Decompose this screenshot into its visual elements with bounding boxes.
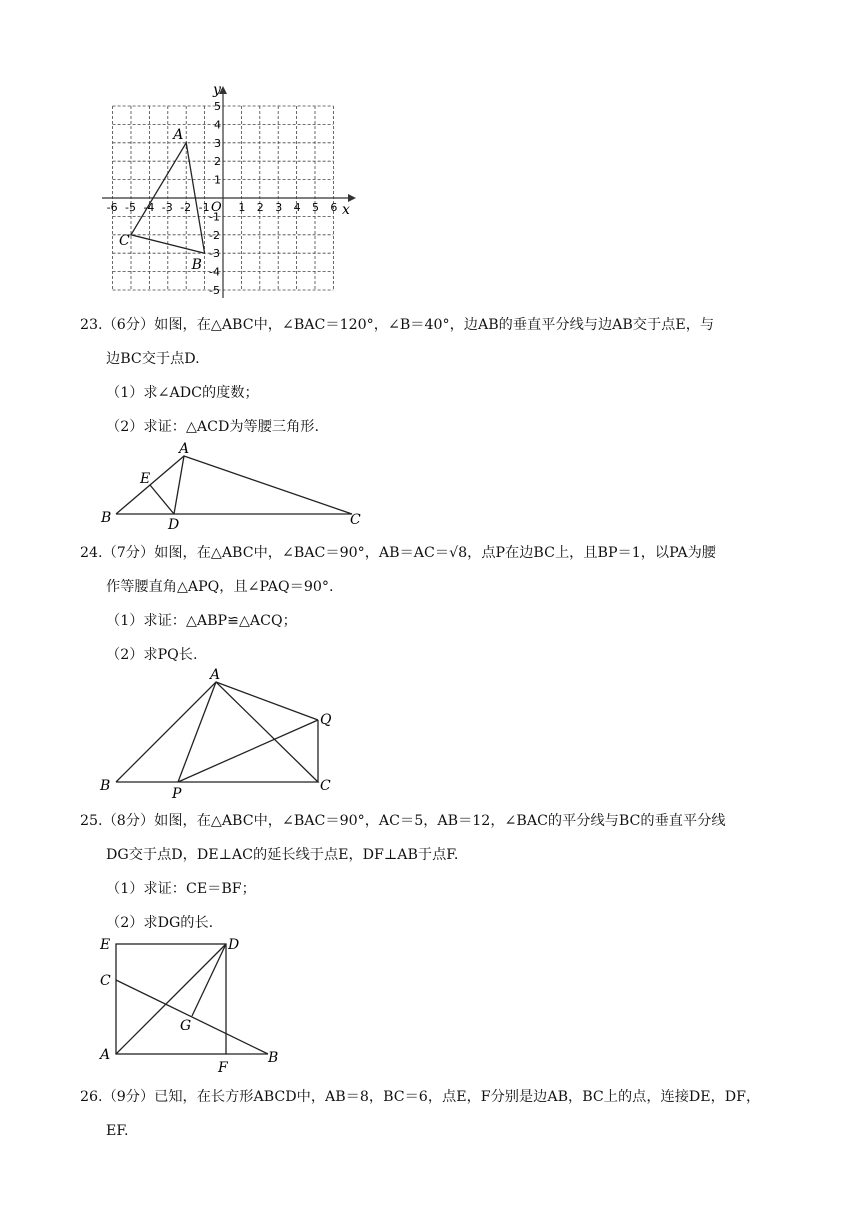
x-tick-label: -4 [143, 201, 155, 214]
q24-line2: 作等腰直角△APQ，且∠PAQ＝90°. [106, 579, 334, 595]
q24-label-a: A [210, 667, 221, 683]
x-tick-label: 5 [312, 201, 319, 214]
q23-sub1: （1）求∠ADC的度数； [106, 385, 259, 401]
q26-line2: EF. [106, 1123, 129, 1139]
q25-label-c: C [100, 973, 111, 989]
x-tick-label: 4 [293, 201, 301, 214]
y-axis-label: y [213, 82, 221, 98]
q23-segment-ad [174, 456, 184, 514]
q24-label-b: B [100, 778, 111, 794]
point-label-c: C [119, 232, 130, 249]
q24-triangle-abc [116, 682, 318, 782]
origin-label: O [211, 200, 222, 215]
q24-label-q: Q [320, 712, 332, 728]
q23-label-e: E [140, 471, 151, 487]
x-axis-arrow [348, 194, 356, 202]
y-tick-label: 2 [214, 155, 221, 169]
x-tick-label: -2 [180, 201, 192, 214]
q23-label-c: C [350, 512, 361, 528]
q23-figure [96, 438, 376, 533]
q24-label-c: C [320, 778, 331, 794]
q25-line2: DG交于点D，DE⊥AC的延长线于点E，DF⊥AB于点F. [106, 847, 459, 863]
q23-line1: 23.（6分）如图，在△ABC中，∠BAC＝120°，∠B＝40°，边AB的垂直平分线与边AB交于点E，与 [80, 317, 715, 333]
y-tick-label: 4 [214, 118, 221, 132]
y-tick-label: -2 [209, 228, 220, 242]
x-tick-label: -6 [106, 201, 118, 214]
q23-triangle [116, 456, 352, 514]
q25-segment-ad [116, 944, 226, 1054]
q24-segment-pq [178, 720, 318, 782]
coordinate-grid-figure [96, 84, 366, 304]
y-tick-label: -5 [209, 284, 220, 297]
q24-label-p: P [172, 786, 182, 802]
q25-label-g: G [180, 1018, 192, 1034]
x-tick-label: 3 [275, 201, 283, 214]
y-tick-label: -3 [209, 247, 220, 261]
q25-label-f: F [218, 1060, 228, 1076]
q24-sub1: （1）求证：△ABP≌△ACQ； [106, 613, 297, 629]
q24-line1: 24.（7分）如图，在△ABC中，∠BAC＝90°，AB＝AC＝√8，点P在边BC上，且BP＝1，以PA为腰 [80, 545, 716, 561]
point-label-a: A [173, 126, 184, 143]
x-tick-label: 6 [330, 201, 338, 214]
y-tick-label: 5 [214, 100, 221, 113]
q25-sub2: （2）求DG的长. [106, 915, 214, 931]
y-tick-label: -4 [209, 265, 220, 279]
q25-segment-dg [192, 944, 226, 1016]
q25-segment-cb [116, 980, 268, 1054]
x-tick-label: -1 [198, 201, 210, 214]
y-tick-label: 1 [214, 173, 221, 187]
q25-figure [96, 932, 296, 1076]
y-tick-label: 3 [214, 136, 221, 150]
q26-line1: 26.（9分）已知，在长方形ABCD中，AB＝8，BC＝6，点E，F分别是边AB，BC上的点，连接DE，DF， [80, 1089, 761, 1105]
x-tick-label: -3 [161, 201, 173, 214]
q25-label-e: E [100, 937, 111, 953]
x-tick-label: -5 [125, 201, 136, 214]
q23-label-a: A [179, 441, 190, 457]
q25-sub1: （1）求证：CE＝BF； [106, 881, 256, 897]
q25-line1: 25.（8分）如图，在△ABC中，∠BAC＝90°，AC＝5，AB＝12，∠BAC的平分线与BC的垂直平分线 [80, 813, 726, 829]
q24-segment-aq [216, 682, 318, 720]
x-tick-label: 2 [256, 201, 264, 214]
q24-sub2: （2）求PQ长. [106, 647, 198, 663]
q24-figure [96, 664, 346, 804]
point-label-b: B [191, 257, 202, 274]
x-tick-label: 1 [238, 201, 246, 214]
q23-segment-ed [150, 485, 174, 514]
q25-label-b: B [268, 1050, 279, 1066]
q23-label-b: B [101, 510, 112, 526]
q23-line2: 边BC交于点D. [106, 351, 200, 367]
y-tick-label: -1 [209, 210, 220, 224]
q23-sub2: （2）求证：△ACD为等腰三角形. [106, 419, 319, 435]
q25-label-d: D [228, 937, 240, 953]
x-axis-label: x [342, 202, 350, 218]
q23-label-d: D [168, 517, 180, 533]
q25-label-a: A [100, 1047, 111, 1063]
